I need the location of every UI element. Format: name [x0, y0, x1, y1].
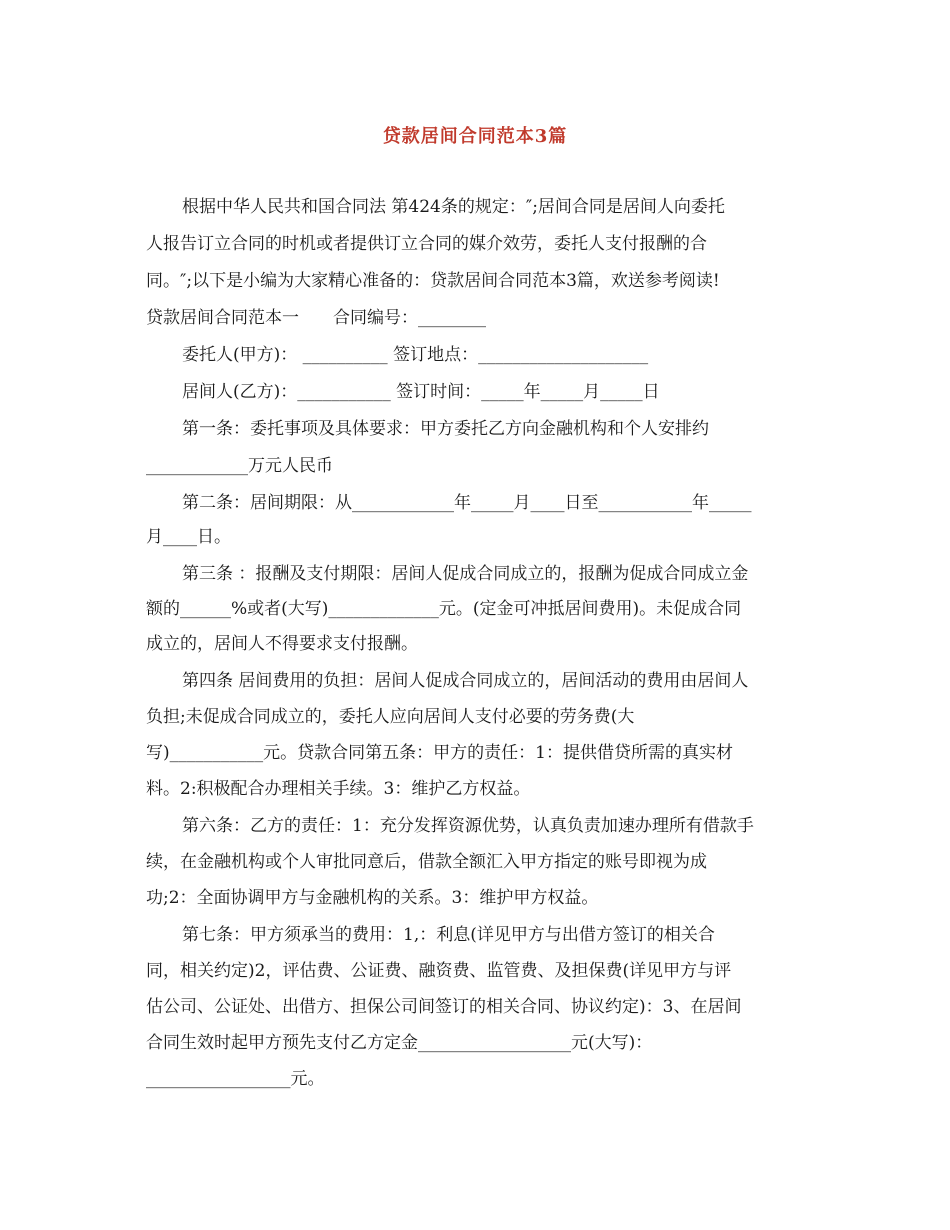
paragraph-line: 成立的，居间人不得要求支付报酬。	[146, 634, 418, 654]
paragraph-line: 估公司、公证处、出借方、担保公司间签订的相关合同、协议约定)：3、在居间	[146, 997, 742, 1017]
paragraph-line: 同，相关约定)2，评估费、公证费、融资费、监管费、及担保费(详见甲方与评	[146, 961, 732, 981]
paragraph-line: 第三条 ：报酬及支付期限：居间人促成合同成立的，报酬为促成合同成立金	[182, 564, 749, 584]
paragraph-line: 第四条 居间费用的负担：居间人促成合同成立的，居间活动的费用由居间人	[182, 671, 749, 691]
paragraph-line: 同。″;以下是小编为大家精心准备的：贷款居间合同范本3篇，欢送参考阅读!	[146, 271, 720, 291]
paragraph-line: 料。2:积极配合办理相关手续。3：维护乙方权益。	[146, 779, 531, 799]
paragraph-line: 功;2：全面协调甲方与金融机构的关系。3：维护甲方权益。	[146, 888, 599, 908]
paragraph-line: 月____日。	[146, 527, 231, 547]
paragraph-line: 委托人(甲方)： __________ 签订地点：____________________	[182, 345, 649, 365]
paragraph-line: ____________万元人民币	[146, 456, 333, 476]
paragraph-line: 额的______%或者(大写)_____________元。(定金可冲抵居间费用)。未促成合同	[146, 599, 742, 619]
paragraph-line: 第二条：居间期限：从____________年_____月____日至___________年_____	[182, 493, 752, 513]
document-title: 贷款居间合同范本3篇	[382, 126, 568, 147]
paragraph-line: 第六条：乙方的责任：1：充分发挥资源优势，认真负责加速办理所有借款手	[182, 816, 754, 836]
paragraph-line: 贷款居间合同范本一 合同编号：________	[146, 308, 486, 328]
paragraph-line: _________________元。	[146, 1069, 325, 1089]
paragraph-line: 根据中华人民共和国合同法 第424条的规定：″;居间合同是居间人向委托	[182, 197, 725, 217]
paragraph-line: 续，在金融机构或个人审批同意后，借款全额汇入甲方指定的账号即视为成	[146, 852, 707, 872]
paragraph-line: 居间人(乙方)：___________ 签订时间：_____年_____月_____日	[182, 382, 660, 402]
paragraph-line: 第一条：委托事项及具体要求：甲方委托乙方向金融机构和个人安排约	[182, 419, 709, 439]
paragraph-line: 人报告订立合同的时机或者提供订立合同的媒介效劳，委托人支付报酬的合	[146, 234, 707, 254]
paragraph-line: 负担;未促成合同成立的，委托人应向居间人支付必要的劳务费(大	[146, 707, 635, 727]
paragraph-line: 合同生效时起甲方预先支付乙方定金__________________元(大写)：	[146, 1033, 653, 1053]
paragraph-line: 第七条：甲方须承当的费用：1,：利息(详见甲方与出借方签订的相关合	[182, 925, 715, 945]
paragraph-line: 写)___________元。贷款合同第五条：甲方的责任：1：提供借贷所需的真实材	[146, 743, 733, 763]
